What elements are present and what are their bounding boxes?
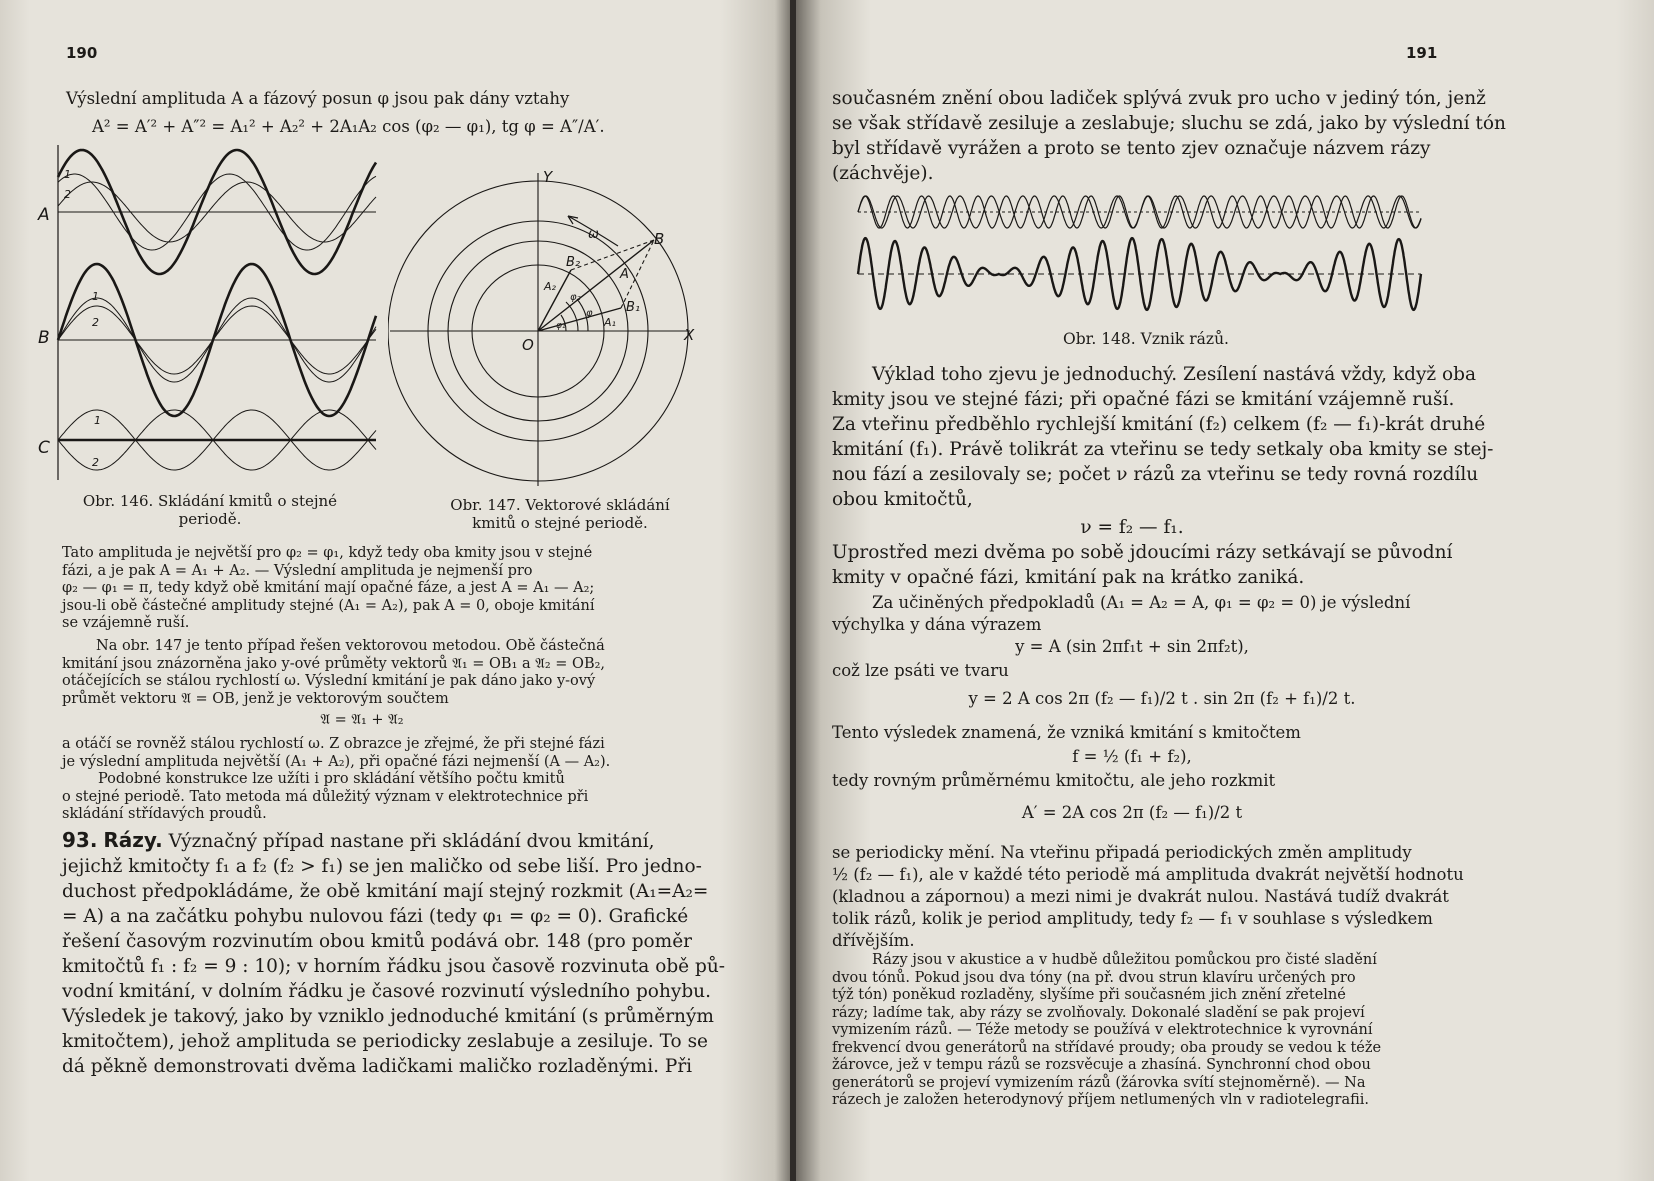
text-line: jejichž kmitočty f₁ a f₂ (f₂ > f₁) se jen maličko od sebe liší. Pro jedno-: [62, 856, 702, 877]
text-line: týž tón) poněkud rozladěny, slyšíme při současném jich znění zřetelné: [832, 987, 1346, 1003]
text-line: řešení časovým rozvinutím obou kmitů podává obr. 148 (pro poměr: [62, 931, 693, 952]
text-line: tolik rázů, kolik je period amplitudy, tedy f₂ — f₁ v souhlase s výsledkem: [832, 909, 1433, 928]
curve-label: 1: [94, 414, 101, 427]
curve-label: 1: [64, 168, 71, 181]
angle-phi1-label: φ₁: [556, 321, 566, 331]
vector-a2-label: A₂: [544, 280, 556, 293]
formula-beat-count: ν = f₂ — f₁.: [1080, 517, 1184, 538]
angle-phi2-label: φ₂: [570, 292, 581, 303]
figure-146: [36, 140, 386, 490]
paragraph-vector-method: [62, 638, 605, 708]
text-line: Uprostřed mezi dvěma po sobě jdoucími rázy setkávají se původní: [832, 542, 1453, 563]
formula-mean-frequency: f = ½ (f₁ + f₂),: [1072, 747, 1192, 766]
text-line: Tato amplituda je největší pro φ₂ = φ₁, když tedy oba kmity jsou v stejné: [62, 545, 593, 561]
text-line: se periodicky mění. Na vteřinu připadá periodických změn amplitudy: [832, 843, 1412, 862]
text-line: kmity v opačné fázi, kmitání pak na krátko zaniká.: [832, 567, 1305, 588]
angle-phi-label: φ: [586, 308, 593, 319]
formula-displacement: y = A (sin 2πf₁t + sin 2πf₂t),: [1015, 637, 1249, 656]
paragraph-intro: [832, 86, 1506, 186]
text-line: průmět vektoru 𝔄 = OB, jenž je vektorovým součtem: [62, 690, 449, 707]
curve-label: 1: [92, 290, 99, 303]
amplitude-formula: A² = A′² + A″² = A₁² + A₂² + 2A₁A₂ cos (φ₂ — φ₁), tg φ = A″/A′.: [92, 117, 605, 136]
vector-a1-label: A₁: [604, 316, 616, 329]
text-line: rázy; ladíme tak, aby rázy se zvolňovaly. Dokonalé sladění se pak projeví: [832, 1004, 1365, 1021]
text-line: (kladnou a zápornou) a mezi nimi je dvakrát nulou. Nastává tudíž dvakrát: [832, 887, 1449, 906]
text-rewrite: což lze psáti ve tvaru: [832, 661, 1009, 680]
text-line: kmity jsou ve stejné fázi; při opačné fázi se kmitání vzájemně ruší.: [832, 389, 1455, 410]
axis-y-label: Y: [543, 168, 553, 186]
left-page: [0, 0, 790, 1181]
point-b-label: B: [654, 230, 665, 248]
text-line: = A) a na začátku pohybu nulovou fázi (tedy φ₁ = φ₂ = 0). Grafické: [62, 906, 689, 927]
point-b1-label: B₁: [626, 300, 641, 315]
text-mean: tedy rovným průměrnému kmitočtu, ale jeho rozkmit: [832, 771, 1276, 790]
section-title: Rázy.: [103, 828, 163, 852]
wave-f2: [858, 196, 1421, 228]
text-line: Za učiněných předpokladů (A₁ = A₂ = A, φ₁ = φ₂ = 0) je výslední: [872, 593, 1411, 612]
curve-label: 2: [92, 456, 99, 469]
text-line: současném znění obou ladiček splývá zvuk pro ucho v jediný tón, jenž: [832, 88, 1486, 109]
text-result: Tento výsledek znamená, že vzniká kmitání s kmitočtem: [832, 723, 1301, 742]
text-line: se však střídavě zesiluje a zeslabuje; sluchu se zdá, jako by výslední tón: [832, 113, 1506, 134]
text-line: generátorů se projeví vymizením rázů (žárovka svítí stejnoměrně). — Na: [832, 1074, 1366, 1091]
figure-148-caption: Obr. 148. Vznik rázů.: [1063, 330, 1229, 348]
text-line: kmitočtů f₁ : f₂ = 9 : 10); v horním řádku jsou časově rozvinuta obě pů-: [62, 956, 726, 977]
section-93: [62, 828, 725, 1079]
point-b2-label: B₂: [566, 255, 581, 270]
text-line: Význačný případ nastane při skládání dvou kmitání,: [168, 831, 655, 852]
text-line: Výklad toho zjevu je jednoduchý. Zesílení nastává vždy, když oba: [872, 364, 1477, 385]
text-line: Za vteřinu předběhlo rychlejší kmitání (f₂) celkem (f₂ — f₁)-krát druhé: [832, 414, 1486, 435]
text-line: je výslední amplituda největší (A₁ + A₂), při opačné fázi nejmenší (A — A₂).: [62, 753, 611, 770]
paragraph-middle: [832, 540, 1452, 590]
curve-label: 2: [64, 188, 71, 201]
text-line: ½ (f₂ — f₁), ale v každé této periodě má amplituda dvakrát největší hodnotu: [832, 865, 1464, 884]
text-line: fázi, a je pak A = A₁ + A₂. — Výslední amplituda je nejmenší pro: [62, 562, 533, 579]
text-line: Rázy jsou v akustice a v hudbě důležitou pomůckou pro čisté sladění: [872, 952, 1377, 968]
caption-line: periodě.: [178, 510, 242, 528]
text-line: rázech je založen heterodynový příjem netlumených vln v radiotelegrafii.: [832, 1092, 1370, 1108]
figure-146-caption: [60, 492, 360, 528]
omega-label: ω: [588, 227, 599, 242]
label-a: A: [38, 205, 50, 225]
text-line: kmitání (f₁). Právě tolikrát za vteřinu se tedy setkaly oba kmity se stej-: [832, 439, 1494, 460]
caption-line: kmitů o stejné periodě.: [472, 514, 648, 532]
origin-label: O: [522, 336, 534, 354]
paragraph-acoustics: [832, 952, 1381, 1110]
text-line: obou kmitočtů,: [832, 489, 973, 510]
paragraph-amplitude: [62, 545, 594, 633]
formula-amplitude: A′ = 2A cos 2π (f₂ — f₁)/2 t: [1021, 803, 1243, 822]
text-line: skládání střídavých proudů.: [62, 806, 267, 822]
text-line: o stejné periodě. Tato metoda má důležitý význam v elektrotechnice při: [62, 788, 589, 805]
page-number: 191: [1406, 44, 1438, 62]
text-line: byl střídavě vyrážen a proto se tento zjev označuje názvem rázy: [832, 138, 1431, 159]
text-line: nou fází a zesilovaly se; počet ν rázů za vteřinu se tedy rovná rozdílu: [832, 464, 1479, 485]
label-c: C: [38, 438, 50, 458]
text-line: Na obr. 147 je tento případ řešen vektorovou metodou. Obě částečná: [96, 638, 605, 654]
text-line: (záchvěje).: [832, 163, 934, 184]
paragraph-rotation: [62, 736, 610, 824]
text-line: se vzájemně ruší.: [62, 615, 190, 631]
text-line: vodní kmitání, v dolním řádku je časové rozvinutí výsledního pohybu.: [62, 981, 711, 1002]
text-line: dá pěkně demonstrovati dvěma ladičkami maličko rozladěnými. Při: [62, 1056, 693, 1077]
text-line: otáčejících se stálou rychlostí ω. Výslední kmitání je pak dáno jako y-ový: [62, 673, 596, 689]
text-line: dvou tónů. Pokud jsou dva tóny (na př. dvou strun klavíru určených pro: [832, 969, 1356, 986]
page-number: 190: [66, 44, 98, 62]
text-line: duchost předpokládáme, že obě kmitání mají stejný rozkmit (A₁=A₂=: [62, 881, 709, 902]
text-line: žárovce, jež v tempu rázů se rozsvěcuje a zhasíná. Synchronní chod obou: [832, 1057, 1371, 1073]
text-line: Podobné konstrukce lze užíti i pro skládání většího počtu kmitů: [98, 771, 565, 787]
paragraph-assumptions: [832, 592, 1410, 636]
text-line: jsou-li obě částečné amplitudy stejné (A₁ = A₂), pak A = 0, oboje kmitání: [62, 597, 595, 614]
formula-product: y = 2 A cos 2π (f₂ — f₁)/2 t . sin 2π (f₂ + f₁)/2 t.: [968, 689, 1356, 708]
intro-line: Výslední amplituda A a fázový posun φ jsou pak dány vztahy: [66, 89, 570, 108]
text-line: frekvencí dvou generátorů na střídavé proudy; oba proudy se vedou k téže: [832, 1039, 1382, 1056]
right-page: [796, 0, 1654, 1181]
text-line: dřívějším.: [832, 931, 915, 950]
paragraph-periodic: [832, 842, 1464, 952]
figure-148: [856, 190, 1426, 315]
vector-a-label: A: [620, 267, 629, 282]
text-line: kmitočtem), jehož amplituda se periodicky zeslabuje a zesiluje. To se: [62, 1031, 709, 1052]
text-line: vymizením rázů. — Téže metody se používá v elektrotechnice k vyrovnání: [832, 1022, 1373, 1038]
figure-147-caption: [410, 496, 710, 532]
vector-sum-formula: 𝔄 = 𝔄₁ + 𝔄₂: [320, 712, 404, 728]
caption-line: Obr. 147. Vektorové skládání: [450, 496, 670, 514]
axis-x-label: X: [684, 326, 695, 344]
text-line: a otáčí se rovněž stálou rychlostí ω. Z obrazce je zřejmé, že při stejné fázi: [62, 736, 605, 752]
caption-line: Obr. 146. Skládání kmitů o stejné: [82, 492, 338, 510]
figure-147: [388, 168, 708, 490]
text-line: kmitání jsou znázorněna jako y-ové průměty vektorů 𝔄₁ = OB₁ a 𝔄₂ = OB₂,: [62, 655, 606, 672]
text-line: φ₂ — φ₁ = π, tedy když obě kmitání mají opačné fáze, a jest A = A₁ — A₂;: [62, 580, 595, 596]
text-line: výchylka y dána výrazem: [832, 615, 1042, 634]
text-line: Výsledek je takový, jako by vzniklo jednoduché kmitání (s průměrným: [62, 1006, 714, 1027]
label-b: B: [38, 328, 50, 348]
section-number: 93.: [62, 828, 98, 852]
curve-label: 2: [92, 316, 99, 329]
paragraph-explanation: [832, 362, 1493, 512]
